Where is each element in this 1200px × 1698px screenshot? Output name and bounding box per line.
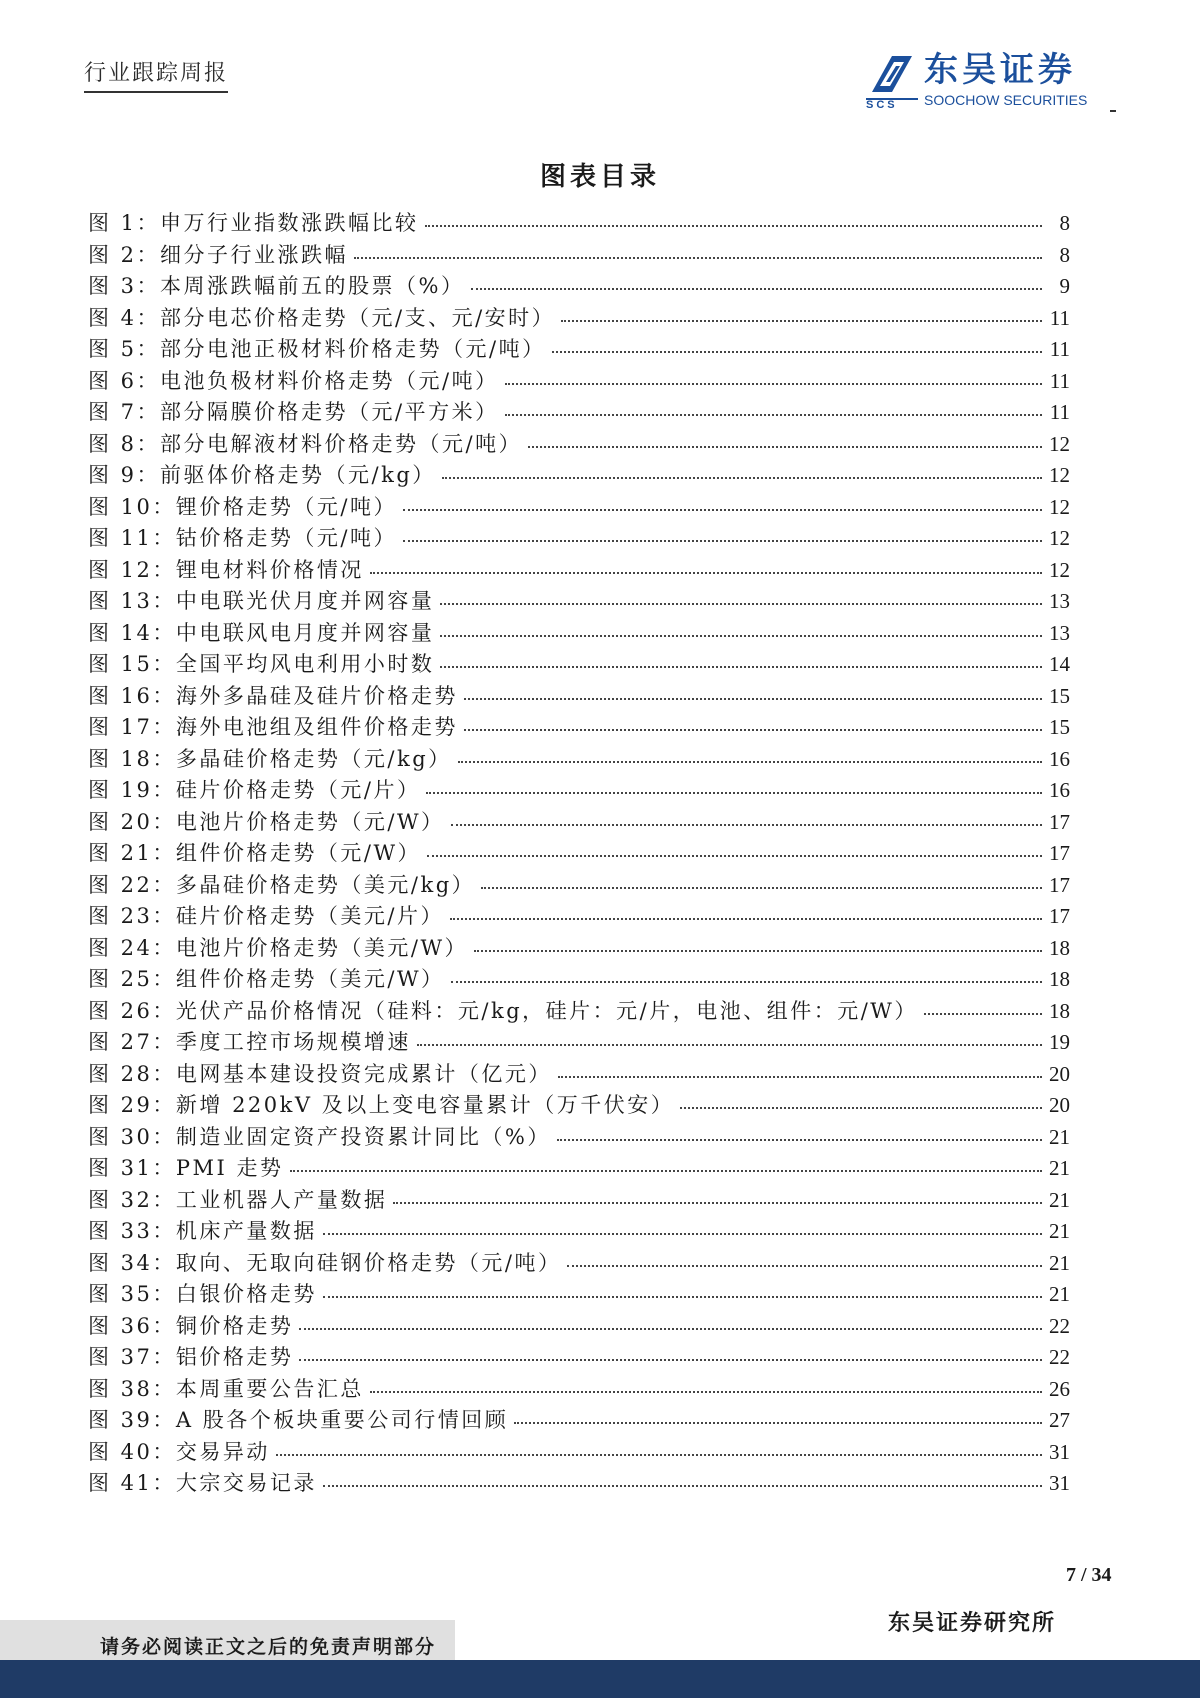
toc-entry-page[interactable]: 19 [1049, 1030, 1070, 1054]
toc-title: 图表目录 [539, 162, 660, 192]
toc-dot-leader [505, 414, 1042, 416]
toc-dot-leader [451, 981, 1042, 983]
toc-entry-label[interactable]: 图 20：电池片价格走势（元/W） [88, 809, 445, 834]
toc-dot-leader [458, 761, 1042, 763]
toc-dot-leader [440, 603, 1042, 605]
toc-entry[interactable] [88, 869, 1070, 901]
toc-entry-label[interactable]: 图 32：工业机器人产量数据 [88, 1187, 388, 1212]
toc-entry-page[interactable]: 16 [1049, 778, 1070, 802]
toc-entry-page[interactable]: 20 [1049, 1061, 1070, 1086]
toc-dot-leader [393, 1202, 1042, 1204]
toc-entry-label[interactable]: 图 40：交易异动 [88, 1439, 270, 1464]
toc-dot-leader [299, 1328, 1042, 1330]
toc-dot-leader [299, 1359, 1042, 1361]
toc-entry-page[interactable]: 16 [1049, 746, 1070, 771]
toc-entry[interactable] [88, 365, 1070, 397]
toc-entry[interactable] [88, 806, 1070, 838]
toc-dot-leader [370, 572, 1042, 574]
toc-entry[interactable] [88, 1089, 1070, 1121]
toc-entry[interactable] [88, 1152, 1070, 1184]
toc-entry[interactable] [88, 743, 1070, 775]
toc-entry-label[interactable]: 图 13：中电联光伏月度并网容量 [88, 589, 435, 613]
toc-entry-page[interactable]: 17 [1049, 809, 1070, 834]
toc-entry[interactable] [88, 1278, 1070, 1310]
toc-entry[interactable] [88, 1215, 1070, 1247]
toc-dot-leader [440, 635, 1042, 637]
toc-entry-label[interactable]: 图 18：多晶硅价格走势（元/kg） [88, 746, 452, 771]
soochow-logo-icon [866, 52, 918, 96]
toc-entry[interactable] [88, 554, 1070, 586]
toc-entry[interactable] [88, 1436, 1070, 1468]
page-number: 7 / 34 [1066, 1564, 1112, 1586]
toc-dot-leader [567, 1265, 1042, 1267]
toc-entry-page[interactable]: 20 [1049, 1093, 1070, 1117]
toc-dot-leader [440, 666, 1042, 668]
toc-entry[interactable] [88, 1467, 1070, 1499]
toc-entry-page[interactable]: 11 [1049, 305, 1070, 330]
toc-dot-leader [552, 351, 1042, 353]
toc-entry-page[interactable]: 13 [1049, 589, 1070, 613]
toc-entry[interactable] [88, 428, 1070, 460]
toc-entry-page[interactable]: 21 [1049, 1156, 1070, 1180]
toc-entry-page[interactable]: 11 [1049, 337, 1070, 361]
toc-entry-page[interactable]: 11 [1049, 400, 1070, 424]
toc-dot-leader [426, 792, 1042, 794]
toc-entry-page[interactable]: 12 [1049, 494, 1070, 519]
company-logo [866, 50, 1116, 112]
toc-entry[interactable] [88, 1247, 1070, 1279]
toc-entry[interactable] [88, 932, 1070, 964]
toc-entry[interactable] [88, 711, 1070, 743]
toc-dot-leader [427, 855, 1042, 857]
toc-entry[interactable] [88, 1121, 1070, 1153]
toc-entry[interactable] [88, 459, 1070, 491]
toc-entry[interactable] [88, 585, 1070, 617]
toc-entry-page[interactable]: 9 [1059, 274, 1070, 298]
toc-entry-page[interactable]: 21 [1049, 1250, 1070, 1275]
toc-entry-label[interactable]: 图 17：海外电池组及组件价格走势 [88, 715, 458, 739]
toc-entry[interactable] [88, 680, 1070, 712]
toc-entry-page[interactable]: 21 [1049, 1282, 1070, 1306]
toc-entry[interactable] [88, 617, 1070, 649]
toc-entry-label[interactable]: 图 31：PMI 走势 [88, 1156, 284, 1180]
toc-entry-page[interactable]: 12 [1049, 557, 1070, 582]
toc-entry[interactable] [88, 995, 1070, 1027]
toc-entry-page[interactable]: 31 [1049, 1439, 1070, 1464]
toc-entry-label[interactable]: 图 30：制造业固定资产投资累计同比（%） [88, 1124, 551, 1149]
toc-entry-page[interactable]: 12 [1049, 463, 1070, 487]
disclaimer-text: 请务必阅读正文之后的免责声明部分 [100, 1636, 437, 1658]
toc-entry-page[interactable]: 22 [1049, 1313, 1070, 1338]
toc-entry-label[interactable]: 图 6：电池负极材料价格走势（元/吨） [88, 368, 499, 393]
toc-entry-page[interactable]: 12 [1049, 431, 1070, 456]
toc-entry-page[interactable]: 17 [1049, 872, 1070, 897]
toc-entry-page[interactable]: 22 [1049, 1345, 1070, 1369]
toc-dot-leader [561, 320, 1042, 322]
toc-dot-leader [354, 257, 1042, 259]
toc-entry[interactable] [88, 900, 1070, 932]
logo-abbreviation: SCS [866, 98, 918, 111]
toc-dot-leader [276, 1454, 1042, 1456]
toc-entry-page[interactable]: 13 [1049, 620, 1070, 645]
toc-dot-leader [370, 1391, 1042, 1393]
toc-entry[interactable] [88, 1404, 1070, 1436]
toc-entry-label[interactable]: 图 28：电网基本建设投资完成累计（亿元） [88, 1061, 552, 1086]
toc-entry-page[interactable]: 27 [1049, 1408, 1070, 1432]
toc-entry-label[interactable]: 图 5：部分电池正极材料价格走势（元/吨） [88, 337, 546, 361]
toc-entry-page[interactable]: 26 [1049, 1376, 1070, 1401]
toc-entry[interactable] [88, 491, 1070, 523]
toc-entry[interactable] [88, 239, 1070, 271]
toc-entry[interactable] [88, 1341, 1070, 1373]
toc-entry-label[interactable]: 图 22：多晶硅价格走势（美元/kg） [88, 872, 476, 897]
toc-entry[interactable] [88, 963, 1070, 995]
footer-bar [0, 1660, 1200, 1698]
report-type-label: 行业跟踪周报 [84, 56, 228, 93]
toc-entry-label[interactable]: 图 15：全国平均风电利用小时数 [88, 652, 435, 676]
toc-entry-label[interactable]: 图 29：新增 220kV 及以上变电容量累计（万千伏安） [88, 1093, 675, 1117]
toc-dot-leader [514, 1422, 1042, 1424]
toc-entry[interactable] [88, 333, 1070, 365]
toc-dot-leader [425, 225, 1042, 227]
toc-entry[interactable] [88, 837, 1070, 869]
toc-entry-page[interactable]: 21 [1049, 1187, 1070, 1212]
toc-entry-page[interactable]: 21 [1049, 1124, 1070, 1149]
toc-entry-label[interactable]: 图 25：组件价格走势（美元/W） [88, 967, 445, 991]
toc-dot-leader [403, 540, 1042, 542]
toc-entry-label[interactable]: 图 16：海外多晶硅及硅片价格走势 [88, 683, 458, 708]
toc-entry-label[interactable]: 图 11：钴价格走势（元/吨） [88, 526, 397, 550]
toc-entry-label[interactable]: 图 33：机床产量数据 [88, 1219, 317, 1243]
toc-entry-page[interactable]: 17 [1049, 841, 1070, 865]
toc-entry-label[interactable]: 图 19：硅片价格走势（元/片） [88, 778, 421, 802]
toc-dot-leader [323, 1485, 1042, 1487]
toc-entry-label[interactable]: 图 24：电池片价格走势（美元/W） [88, 935, 469, 960]
toc-entry-label[interactable]: 图 14：中电联风电月度并网容量 [88, 620, 435, 645]
toc-entry[interactable] [88, 522, 1070, 554]
toc-dot-leader [474, 950, 1042, 952]
toc-dot-leader [323, 1233, 1042, 1235]
toc-entry-label[interactable]: 图 7：部分隔膜价格走势（元/平方米） [88, 400, 499, 424]
toc-entry[interactable] [88, 302, 1070, 334]
toc-dot-leader [451, 824, 1042, 826]
toc-entry-label[interactable]: 图 35：白银价格走势 [88, 1282, 317, 1306]
toc-entry-page[interactable]: 8 [1059, 242, 1070, 267]
logo-english-name: SOOCHOW SECURITIES [924, 92, 1088, 108]
toc-dot-leader [557, 1139, 1042, 1141]
toc-entry-page[interactable]: 18 [1049, 935, 1070, 960]
toc-entry-page[interactable]: 31 [1049, 1471, 1070, 1495]
header-tick-mark [1110, 110, 1116, 112]
toc-entry[interactable] [88, 648, 1070, 680]
toc-entry-label[interactable]: 图 41：大宗交易记录 [88, 1471, 317, 1495]
toc-entry[interactable] [88, 1184, 1070, 1216]
toc-dot-leader [471, 288, 1043, 290]
toc-dot-leader [442, 477, 1042, 479]
toc-entry-label[interactable]: 图 27：季度工控市场规模增速 [88, 1030, 411, 1054]
toc-entry-label[interactable]: 图 37：铝价格走势 [88, 1345, 294, 1369]
toc-entry[interactable] [88, 270, 1070, 302]
toc-entry[interactable] [88, 1373, 1070, 1405]
toc-dot-leader [323, 1296, 1042, 1298]
toc-dot-leader [528, 446, 1042, 448]
toc-entry-page[interactable]: 11 [1049, 368, 1070, 393]
toc-entry-page[interactable]: 15 [1049, 683, 1070, 708]
toc-entry-page[interactable]: 8 [1059, 211, 1070, 235]
figure-table-of-contents [88, 207, 1070, 1499]
toc-dot-leader [481, 887, 1042, 889]
logo-chinese-name: 东吴证券 [924, 50, 1076, 90]
toc-entry-label[interactable]: 图 34：取向、无取向硅钢价格走势（元/吨） [88, 1250, 562, 1275]
toc-dot-leader [464, 698, 1042, 700]
toc-dot-leader [924, 1013, 1042, 1015]
toc-entry-label[interactable]: 图 23：硅片价格走势（美元/片） [88, 904, 444, 928]
toc-entry-label[interactable]: 图 26：光伏产品价格情况（硅料：元/kg，硅片：元/片，电池、组件：元/W） [88, 998, 918, 1023]
toc-entry-page[interactable]: 15 [1049, 715, 1070, 739]
toc-entry-page[interactable]: 14 [1049, 652, 1070, 676]
toc-entry[interactable] [88, 207, 1070, 239]
toc-entry[interactable] [88, 396, 1070, 428]
toc-entry-label[interactable]: 图 2：细分子行业涨跌幅 [88, 242, 349, 267]
institute-name: 东吴证券研究所 [888, 1611, 1057, 1636]
toc-entry[interactable] [88, 1026, 1070, 1058]
toc-dot-leader [558, 1076, 1042, 1078]
toc-dot-leader [505, 383, 1042, 385]
toc-entry-label[interactable]: 图 10：锂价格走势（元/吨） [88, 494, 397, 519]
toc-entry-page[interactable]: 18 [1049, 967, 1070, 991]
toc-entry-page[interactable]: 17 [1049, 904, 1070, 928]
toc-entry-label[interactable]: 图 38：本周重要公告汇总 [88, 1376, 364, 1401]
toc-dot-leader [403, 509, 1042, 511]
toc-dot-leader [290, 1170, 1043, 1172]
toc-entry-label[interactable]: 图 39：A 股各个板块重要公司行情回顾 [88, 1408, 509, 1432]
toc-entry-label[interactable]: 图 12：锂电材料价格情况 [88, 557, 364, 582]
toc-entry[interactable] [88, 774, 1070, 806]
toc-entry-label[interactable]: 图 1：申万行业指数涨跌幅比较 [88, 211, 419, 235]
toc-entry-label[interactable]: 图 36：铜价格走势 [88, 1313, 294, 1338]
toc-dot-leader [450, 918, 1042, 920]
toc-entry-label[interactable]: 图 3：本周涨跌幅前五的股票（%） [88, 274, 465, 298]
toc-entry-page[interactable]: 21 [1049, 1219, 1070, 1243]
toc-entry-page[interactable]: 18 [1049, 998, 1070, 1023]
toc-dot-leader [464, 729, 1042, 731]
toc-entry-label[interactable]: 图 4：部分电芯价格走势（元/支、元/安时） [88, 305, 556, 330]
toc-entry-label[interactable]: 图 21：组件价格走势（元/W） [88, 841, 422, 865]
toc-entry[interactable] [88, 1058, 1070, 1090]
toc-dot-leader [680, 1107, 1042, 1109]
toc-entry-label[interactable]: 图 8：部分电解液材料价格走势（元/吨） [88, 431, 523, 456]
toc-entry-page[interactable]: 12 [1049, 526, 1070, 550]
toc-dot-leader [417, 1044, 1042, 1046]
toc-entry-label[interactable]: 图 9：前驱体价格走势（元/kg） [88, 463, 436, 487]
toc-entry[interactable] [88, 1310, 1070, 1342]
